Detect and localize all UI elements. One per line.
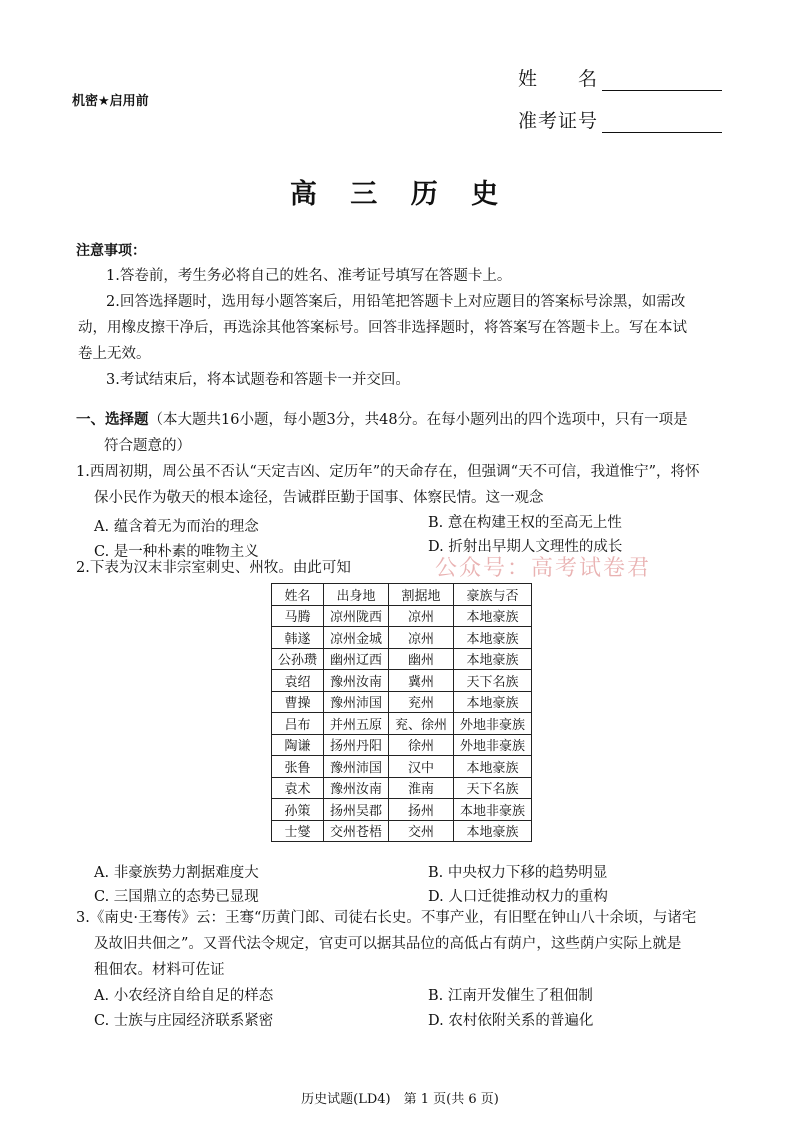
confidential-label: 机密★启用前 <box>72 94 149 109</box>
table-row <box>272 777 532 799</box>
table-cell: 本地豪族 <box>454 605 532 627</box>
q1-option-a: A. 蕴含着无为而治的理念 <box>94 519 259 535</box>
table-cell: 公孙瓒 <box>272 648 324 670</box>
table-header-cell: 豪族与否 <box>454 584 532 606</box>
table-cell: 孙策 <box>272 799 324 821</box>
table-cell: 汉中 <box>389 756 454 778</box>
table-cell: 吕布 <box>272 713 324 735</box>
q2-option-d: D. 人口迁徙推动权力的重构 <box>428 889 608 905</box>
table-cell: 本地豪族 <box>454 627 532 649</box>
notice-item-1: 1.答卷前，考生务必将自己的姓名、准考证号填写在答题卡上。 <box>106 268 512 284</box>
q1-stem-line1: 1.西周初期，周公虽不否认“天定吉凶、定历年”的天命存在，但强调“天不可信，我道惟宁”，将怀 <box>76 464 700 480</box>
table-cell: 凉州陇西 <box>324 605 389 627</box>
table-cell: 曹操 <box>272 691 324 713</box>
table-cell: 袁绍 <box>272 670 324 692</box>
q1-option-c: C. 是一种朴素的唯物主义 <box>94 544 259 560</box>
q3-stem-line3: 租佃农。材料可佐证 <box>94 962 225 978</box>
table-cell: 本地豪族 <box>454 691 532 713</box>
q2-option-a: A. 非豪族势力割据难度大 <box>94 865 259 881</box>
notice-item-2-line3: 卷上无效。 <box>78 346 151 362</box>
notice-item-2-line2: 动，用橡皮擦干净后，再选涂其他答案标号。回答非选择题时，将答案写在答题卡上。写在本试 <box>78 320 687 336</box>
exam-number-label: 准考证号 <box>518 110 599 132</box>
q2-stem: 2.下表为汉末非宗室刺史、州牧。由此可知 <box>76 560 351 576</box>
page-title: 高 三 历 史 <box>289 179 511 210</box>
table-cell: 扬州吴郡 <box>324 799 389 821</box>
name-label: 姓 名 <box>518 68 599 90</box>
table-row <box>272 691 532 713</box>
table-cell: 豫州沛国 <box>324 691 389 713</box>
table-cell: 天下名族 <box>454 777 532 799</box>
table-cell: 袁术 <box>272 777 324 799</box>
table-cell: 外地非豪族 <box>454 734 532 756</box>
q1-option-d: D. 折射出早期人文理性的成长 <box>428 539 623 555</box>
table-cell: 幽州 <box>389 648 454 670</box>
table-cell: 本地豪族 <box>454 820 532 842</box>
q1-option-b: B. 意在构建王权的至高无上性 <box>428 515 622 531</box>
table-row <box>272 670 532 692</box>
table-header-cell: 割据地 <box>389 584 454 606</box>
table-cell: 淮南 <box>389 777 454 799</box>
table-cell: 交州 <box>389 820 454 842</box>
table-cell: 本地非豪族 <box>454 799 532 821</box>
table-row <box>272 734 532 756</box>
table-row <box>272 799 532 821</box>
notice-heading: 注意事项： <box>76 243 146 259</box>
table-cell: 徐州 <box>389 734 454 756</box>
table-cell: 兖州 <box>389 691 454 713</box>
q3-option-b: B. 江南开发催生了租佃制 <box>428 988 593 1004</box>
table-cell: 豫州汝南 <box>324 670 389 692</box>
q3-stem-line1: 3.《南史·王骞传》云：王骞“历黄门郎、司徒右长史。不事产业，有旧墅在钟山八十余顷，与诸宅 <box>76 910 697 926</box>
exam-number-blank <box>602 112 722 133</box>
table-cell: 韩遂 <box>272 627 324 649</box>
table-cell: 凉州 <box>389 605 454 627</box>
q3-option-d: D. 农村依附关系的普遍化 <box>428 1013 594 1029</box>
table-cell: 兖、徐州 <box>389 713 454 735</box>
table-cell: 并州五原 <box>324 713 389 735</box>
name-blank <box>602 70 722 91</box>
table-cell: 本地豪族 <box>454 648 532 670</box>
table-cell: 天下名族 <box>454 670 532 692</box>
table-cell: 幽州辽西 <box>324 648 389 670</box>
table-cell: 冀州 <box>389 670 454 692</box>
q3-option-a: A. 小农经济自给自足的样态 <box>94 988 274 1004</box>
table-row <box>272 605 532 627</box>
table-cell: 豫州汝南 <box>324 777 389 799</box>
q1-stem-line2: 保小民作为敬天的根本途径，告诫群臣勤于国事、体察民情。这一观念 <box>94 490 544 506</box>
section-title: 一、选择题 <box>76 412 149 428</box>
section-heading <box>76 410 736 431</box>
q2-table <box>271 583 532 842</box>
table-cell: 豫州沛国 <box>324 756 389 778</box>
table-cell: 陶谦 <box>272 734 324 756</box>
table-cell: 扬州 <box>389 799 454 821</box>
table-cell: 马腾 <box>272 605 324 627</box>
table-row <box>272 820 532 842</box>
exam-number-field <box>518 106 722 133</box>
table-header-cell: 出身地 <box>324 584 389 606</box>
table-row <box>272 648 532 670</box>
q2-option-b: B. 中央权力下移的趋势明显 <box>428 865 608 881</box>
name-field <box>518 64 722 91</box>
table-cell: 士燮 <box>272 820 324 842</box>
table-header-cell: 姓名 <box>272 584 324 606</box>
table-cell: 凉州金城 <box>324 627 389 649</box>
table-cell: 本地豪族 <box>454 756 532 778</box>
table-header-row <box>272 584 532 606</box>
table-cell: 张鲁 <box>272 756 324 778</box>
table-row <box>272 713 532 735</box>
table-cell: 外地非豪族 <box>454 713 532 735</box>
table-cell: 扬州丹阳 <box>324 734 389 756</box>
notice-item-3: 3.考试结束后，将本试题卷和答题卡一并交回。 <box>106 372 410 388</box>
q3-stem-line2: 及故旧共佃之”。又晋代法令规定，官吏可以据其品位的高低占有荫户，这些荫户实际上就是 <box>94 936 682 952</box>
page-footer: 历史试题(LD4) 第 1 页(共 6 页) <box>301 1092 499 1107</box>
table-row <box>272 756 532 778</box>
section-desc-line1: （本大题共16小题，每小题3分，共48分。在每小题列出的四个选项中，只有一项是 <box>148 412 688 428</box>
watermark: 公众号：高考试卷君 <box>435 556 652 581</box>
q3-option-c: C. 士族与庄园经济联系紧密 <box>94 1013 274 1029</box>
q2-option-c: C. 三国鼎立的态势已显现 <box>94 889 259 905</box>
table-row <box>272 627 532 649</box>
table-cell: 凉州 <box>389 627 454 649</box>
notice-item-2-line1: 2.回答选择题时，选用每小题答案后，用铅笔把答题卡上对应题目的答案标号涂黑，如需改 <box>106 294 686 310</box>
section-desc-line2: 符合题意的） <box>104 438 191 454</box>
table-cell: 交州苍梧 <box>324 820 389 842</box>
